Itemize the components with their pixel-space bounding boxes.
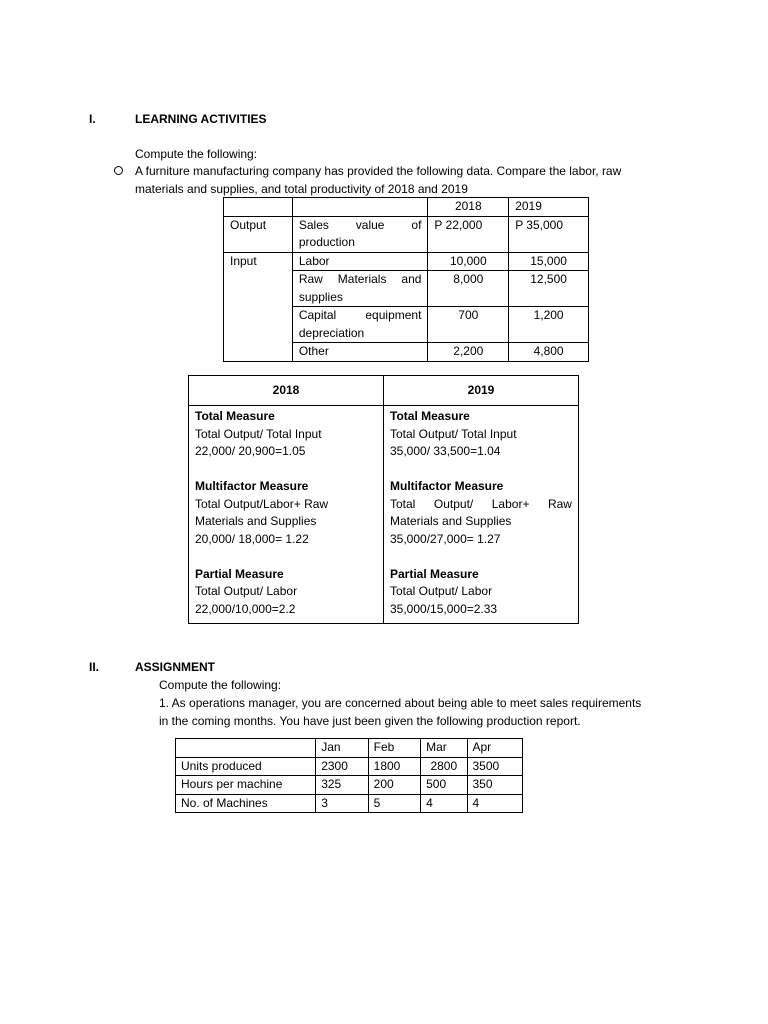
section2-instruction: Compute the following: [159,678,282,692]
year-header-2019: 2019 [509,198,589,217]
multifactor-formula-1: Total Output/Labor+ Raw [195,496,329,511]
sales-2019: P 35,000 [509,216,589,252]
labor-2019: 15,000 [509,252,589,271]
month-header: Apr [467,739,523,758]
productivity-results-table [188,375,579,624]
table-row [176,757,523,776]
table-row [189,406,579,624]
bullet-line-1: A furniture manufacturing company has provided the following data. Compare the labor, raw [135,164,622,178]
multifactor-formula-2: Materials and Supplies [390,514,512,528]
sales-value-cell [292,216,428,252]
partial-measure-formula: Total Output/ Labor [195,584,298,598]
raw-line-1: Raw Materials and [298,272,422,286]
assignment-line-2: in the coming months. You have just been given the following production report. [159,713,581,728]
production-report-table [175,738,523,813]
labor-label: Labor [292,252,428,271]
table-cell: 2800 [421,757,467,776]
total-measure-formula: Total Output/ Total Input [390,426,517,441]
multifactor-calc: 20,000/ 18,000= 1.22 [195,531,309,546]
total-measure-title: Total Measure [390,409,470,423]
bullet-text [135,163,680,198]
table-cell [176,739,316,758]
section1-heading: LEARNING ACTIVITIES [135,112,267,126]
bullet-line-2: materials and supplies, and total productivity of 2018 and 2019 [135,181,468,196]
multifactor-title: Multifactor Measure [195,479,309,493]
assignment-line-1: 1. As operations manager, you are concerned about being able to meet sales requirements [159,696,642,710]
section2-numeral: II. [89,660,100,674]
multifactor-calc: 35,000/27,000= 1.27 [390,531,501,546]
table-cell: 4 [467,794,523,813]
partial-measure-calc: 35,000/15,000=2.33 [390,601,498,616]
results-2019-cell [384,406,579,624]
table-row [224,198,589,217]
month-header: Mar [421,739,467,758]
capital-2019: 1,200 [509,307,589,343]
partial-measure-title: Partial Measure [195,566,284,581]
multifactor-formula-2: Materials and Supplies [195,514,317,528]
capital-line-2: depreciation [298,325,365,340]
month-header: Feb [368,739,420,758]
table-cell [292,198,428,217]
capital-line-1: Capital equipment [298,308,422,322]
raw-line-2: supplies [298,289,343,304]
multifactor-title: Multifactor Measure [390,479,504,493]
output-label: Output [224,216,293,252]
results-header-2018: 2018 [189,376,384,406]
table-row [176,794,523,813]
row-label: Units produced [176,757,316,776]
other-2019: 4,800 [509,343,589,362]
total-measure-formula: Total Output/ Total Input [195,426,322,441]
table-row [176,776,523,795]
sales-line-2: production [298,235,355,249]
table-row [224,216,589,252]
results-2018-cell [189,406,384,624]
assignment-item-1 [159,695,681,730]
other-2018: 2,200 [428,343,509,362]
table-cell: 4 [421,794,467,813]
capital-cell [292,307,428,343]
table-row [189,376,579,406]
section2-heading: ASSIGNMENT [135,660,216,674]
table-cell: 3500 [467,757,523,776]
table-cell: 325 [316,776,368,795]
other-label: Other [292,343,428,362]
table-cell: 5 [368,794,420,813]
productivity-data-table [223,197,589,362]
hollow-bullet-icon [114,166,123,175]
partial-measure-formula: Total Output/ Labor [390,584,493,598]
raw-2018: 8,000 [428,271,509,307]
row-label: Hours per machine [176,776,316,795]
section1-instruction: Compute the following: [135,147,258,161]
table-cell: 200 [368,776,420,795]
partial-measure-calc: 22,000/10,000=2.2 [195,601,296,616]
input-label: Input [224,252,293,361]
table-cell: 2300 [316,757,368,776]
total-measure-title: Total Measure [195,409,275,423]
table-row [224,252,589,271]
table-cell: 1800 [368,757,420,776]
labor-2018: 10,000 [428,252,509,271]
sales-line-1: Sales value of [298,217,422,232]
table-row [176,739,523,758]
multifactor-formula-1: Total Output/ Labor+ Raw [390,496,572,511]
row-label: No. of Machines [176,794,316,813]
section1-numeral: I. [89,112,96,126]
table-cell [224,198,293,217]
raw-materials-cell [292,271,428,307]
table-cell: 3 [316,794,368,813]
sales-2018: P 22,000 [428,216,509,252]
table-cell: 350 [467,776,523,795]
year-header-2018: 2018 [428,198,509,217]
partial-measure-title: Partial Measure [390,566,479,581]
table-cell: 500 [421,776,467,795]
month-header: Jan [316,739,368,758]
results-header-2019: 2019 [384,376,579,406]
raw-2019: 12,500 [509,271,589,307]
total-measure-calc: 35,000/ 33,500=1.04 [390,444,501,458]
capital-2018: 700 [428,307,509,343]
total-measure-calc: 22,000/ 20,900=1.05 [195,444,306,458]
